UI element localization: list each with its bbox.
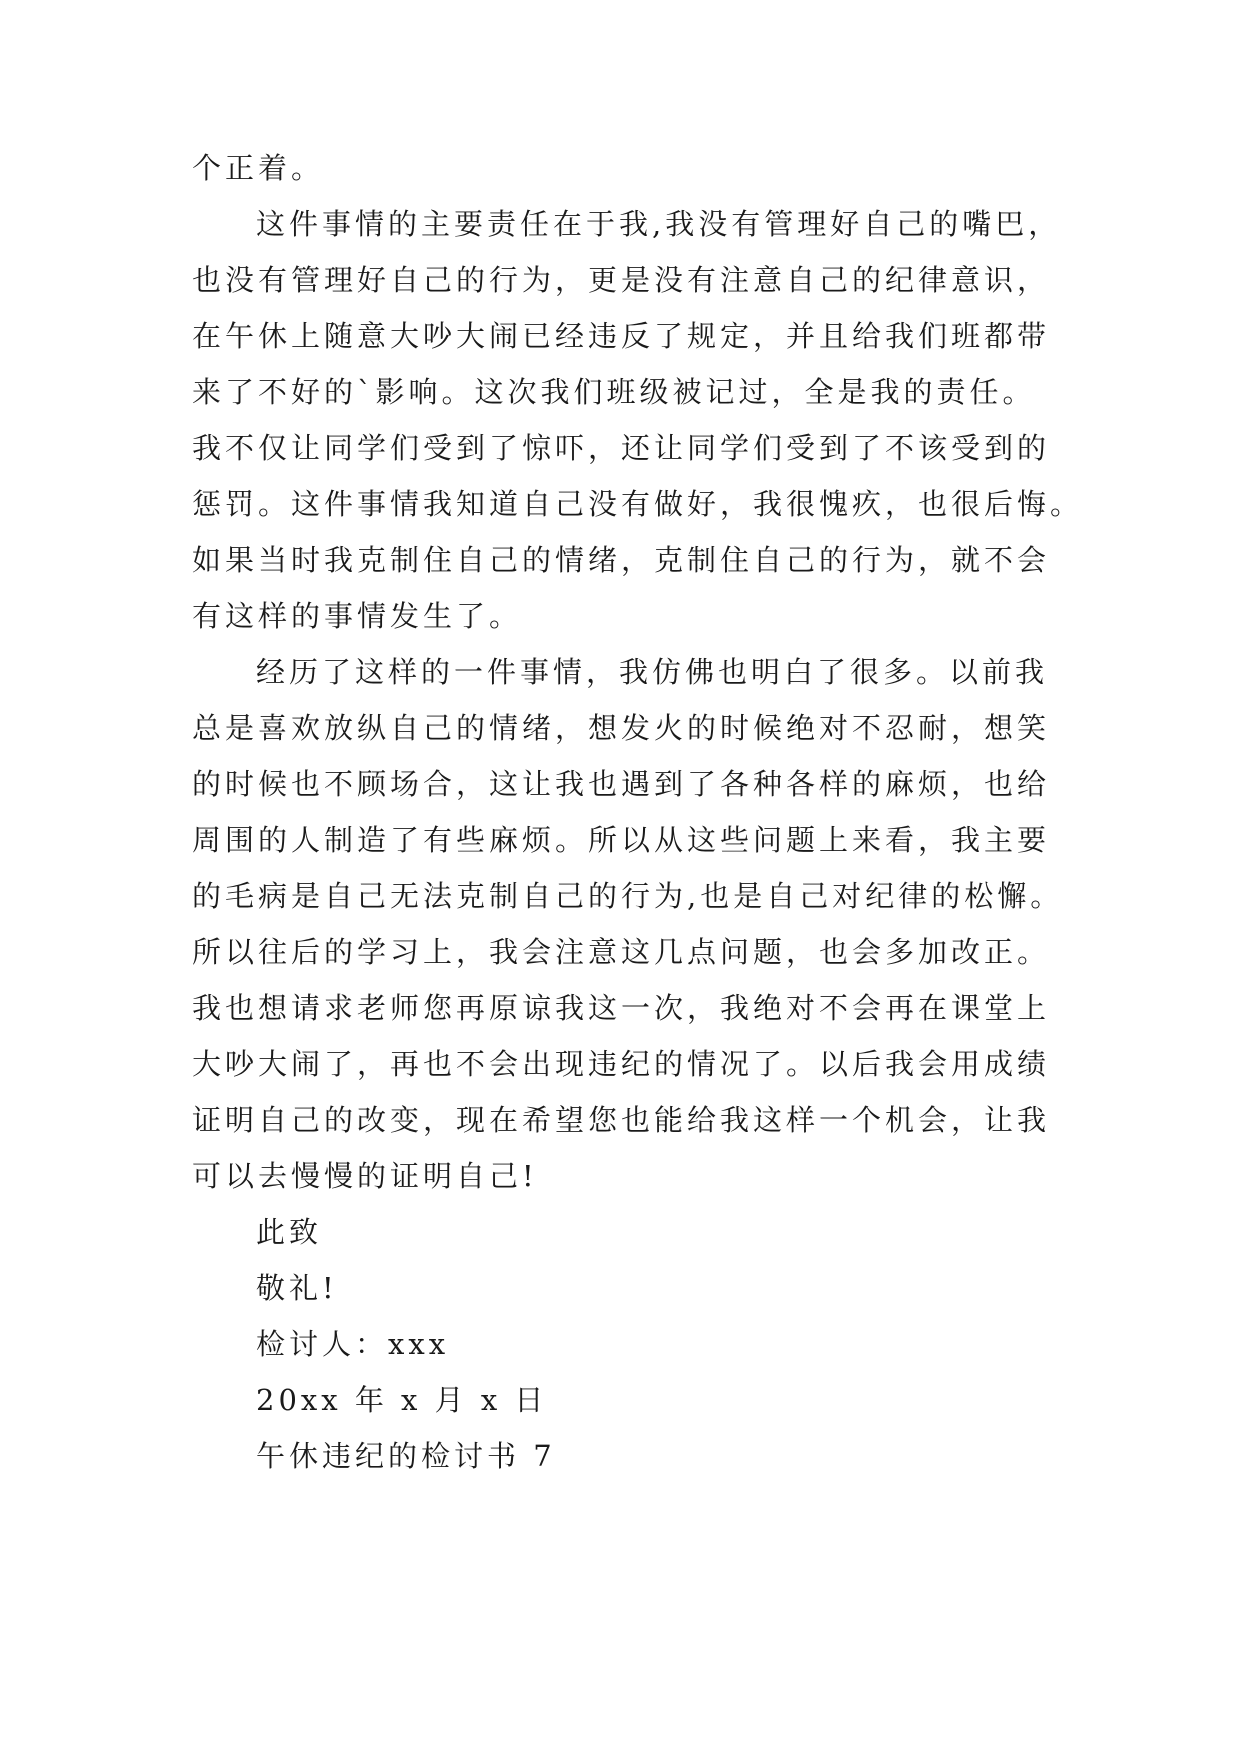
paragraph-line: 我不仅让同学们受到了惊吓，还让同学们受到了不该受到的 <box>192 431 1051 465</box>
paragraph-line: 惩罚。这件事情我知道自己没有做好，我很愧疚，也很后悔。 <box>192 487 1084 521</box>
paragraph-line: 个正着。 <box>192 151 325 185</box>
paragraph-line: 可以去慢慢的证明自己! <box>192 1159 538 1193</box>
closing-regards: 敬礼! <box>256 1271 338 1305</box>
section-heading: 午休违纪的检讨书 7 <box>256 1439 556 1473</box>
paragraph-line: 我也想请求老师您再原谅我这一次，我绝对不会再在课堂上 <box>192 991 1051 1025</box>
paragraph-line: 总是喜欢放纵自己的情绪，想发火的时候绝对不忍耐，想笑 <box>192 711 1051 745</box>
paragraph-line: 的毛病是自己无法克制自己的行为,也是自己对纪律的松懈。 <box>192 879 1064 913</box>
paragraph-line: 大吵大闹了，再也不会出现违纪的情况了。以后我会用成绩 <box>192 1047 1051 1081</box>
paragraph-line: 的时候也不顾场合，这让我也遇到了各种各样的麻烦，也给 <box>192 767 1051 801</box>
signatory: 检讨人：xxx <box>256 1327 450 1361</box>
paragraph-line: 这件事情的主要责任在于我,我没有管理好自己的嘴巴， <box>256 207 1062 241</box>
paragraph-line: 在午休上随意大吵大闹已经违反了规定，并且给我们班都带 <box>192 319 1051 353</box>
paragraph-line: 如果当时我克制住自己的情绪，克制住自己的行为，就不会 <box>192 543 1051 577</box>
paragraph-line: 也没有管理好自己的行为，更是没有注意自己的纪律意识， <box>192 263 1051 297</box>
paragraph-line: 有这样的事情发生了。 <box>192 599 523 633</box>
paragraph-line: 证明自己的改变，现在希望您也能给我这样一个机会，让我 <box>192 1103 1051 1137</box>
paragraph-line: 来了不好的`影响。这次我们班级被记过，全是我的责任。 <box>192 375 1036 409</box>
closing-salutation: 此致 <box>256 1215 323 1249</box>
date-line: 20xx 年 x 月 x 日 <box>256 1383 548 1417</box>
paragraph-line: 周围的人制造了有些麻烦。所以从这些问题上来看，我主要 <box>192 823 1051 857</box>
paragraph-line: 经历了这样的一件事情，我仿佛也明白了很多。以前我 <box>256 655 1049 689</box>
paragraph-line: 所以往后的学习上，我会注意这几点问题，也会多加改正。 <box>192 935 1051 969</box>
